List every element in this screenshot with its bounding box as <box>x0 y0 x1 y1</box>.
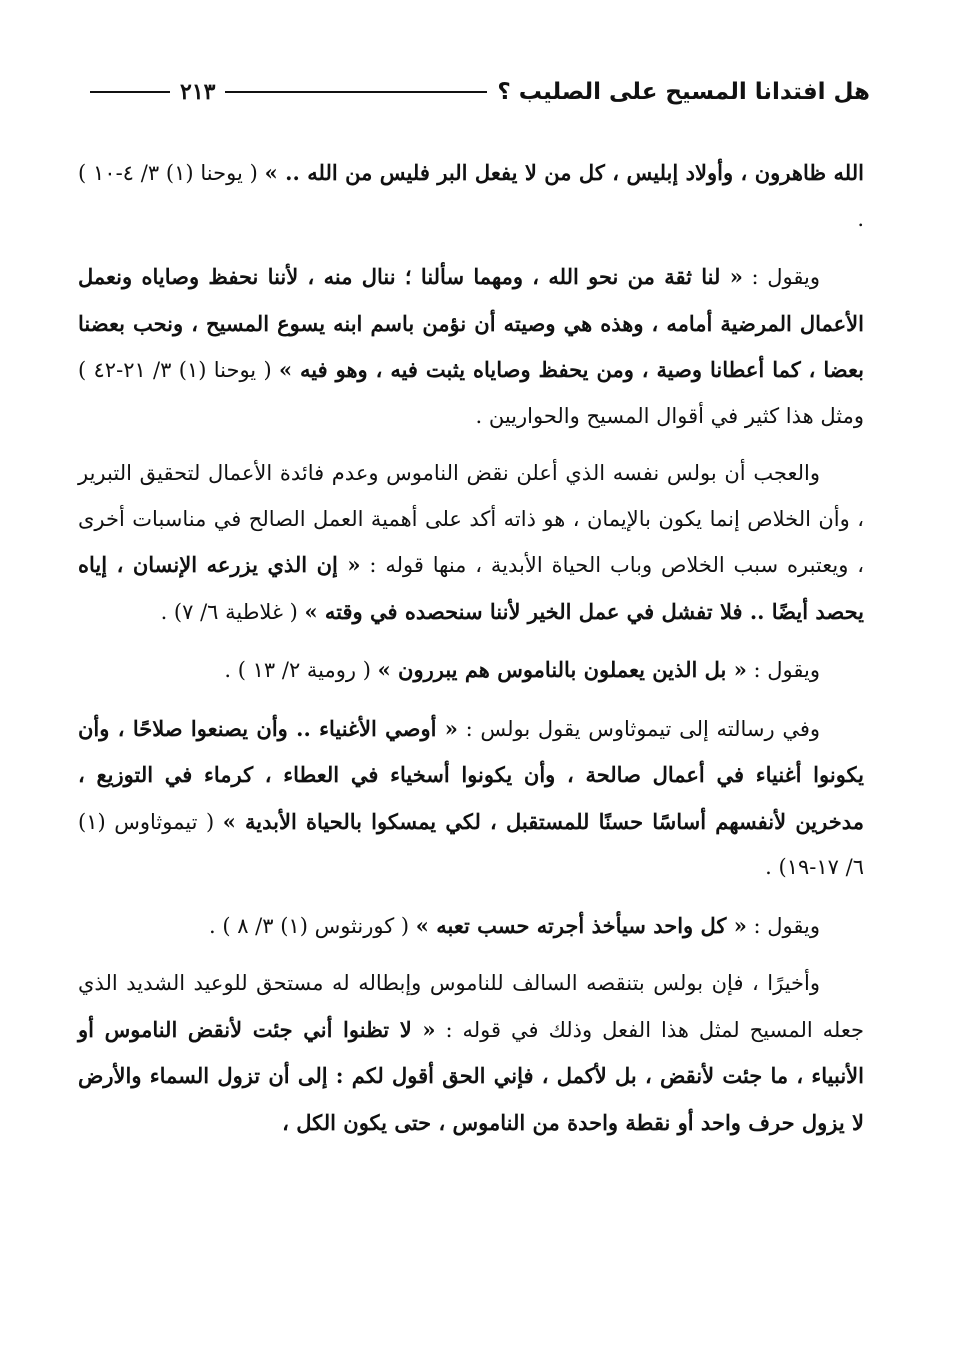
page-number: ٢١٣ <box>180 79 216 105</box>
paragraph <box>78 451 864 635</box>
intro-text: ويقول : <box>742 265 820 289</box>
citation: ( يوحنا (١) ٣/ ٤-١٠ ) . <box>78 161 864 231</box>
paragraph <box>78 647 864 694</box>
quote-text: « لنا ثقة من نحو الله ، ومهما سألنا ؛ ننال منه ، لأننا نحفظ وصاياه ونعمل الأعمال المرضية أمامه ، وهذه هي وصيته أن نؤمن باسم ابنه يسوع المسيح ، ونحب بعضنا بعضا ، كما أعطانا وصية ، ومن يحفظ وصاياه يثبت فيه ، وهو فيه » <box>78 264 864 382</box>
paragraph <box>78 903 864 950</box>
intro-text: وفي رسالته إلى تيموثاوس يقول بولس : <box>457 716 820 741</box>
intro-text: ويقول : <box>746 658 820 682</box>
quote-text: « لا تظنوا أني جئت لأنقض الناموس أو الأنبياء ، ما جئت لأنقض ، بل لأكمل ، فإني الحق أقول لكم : إلى أن تزول السماء والأرض لا يزول حرف واحد أو نقطة واحدة من الناموس ، حتى يكون الكل ، <box>78 1016 864 1135</box>
citation: ( كورنثوس (١) ٣/ ٨ ) . <box>209 913 416 938</box>
paragraph <box>78 254 864 439</box>
page-body <box>78 150 864 1158</box>
paragraph <box>78 706 864 891</box>
header-rule-end <box>90 91 170 93</box>
citation: ( تيموثاوس (١) ٦/ ١٧-١٩) . <box>78 809 864 879</box>
body-text: وأخيرًا ، فإن بولس بتنقصه السالف للناموس وإبطاله له مستحق للوعيد الشديد الذي جعله المسيح لمثل هذا الفعل وذلك في قوله : <box>78 971 864 1042</box>
paragraph <box>78 150 864 242</box>
quote-text: « إن الذي يزرعه الإنسان ، إياه يحصد أيضًا .. فلا تفشل في عمل الخير لأننا سنحصده في وقته » <box>78 552 864 624</box>
quote-text: « أوصي الأغنياء .. وأن يصنعوا صلاحًا ، وأن يكونوا أغنياء في أعمال صالحة ، وأن يكونوا أسخياء في العطاء ، كرماء في التوزيع ، مدخرين لأنفسهم أساسًا حسنًا للمستقبل ، لكي يمسكوا بالحياة الأبدية » <box>78 715 864 834</box>
citation: ( رومية ٢/ ١٣ ) . <box>224 658 378 682</box>
citation: ( يوحنا (١) ٣/ ٢١-٤٢ ) ومثل هذا كثير في أقوال المسيح والحواريين . <box>78 358 864 428</box>
running-title: هل افتدانا المسيح على الصليب ؟ <box>497 79 870 105</box>
quote-text: الله ظاهرون ، وأولاد إبليس ، كل من لا يفعل البر فليس من الله .. » <box>264 160 864 185</box>
paragraph <box>78 961 864 1146</box>
body-text: والعجب أن بولس نفسه الذي أعلن نقض الناموس وعدم فائدة الأعمال لتحقيق التبرير ، وأن الخلاص إنما يكون بالإيمان ، هو ذاته أكد على أهمية العمل الصالح في مناسبات أخرى ، ويعتبره سبب الخلاص وباب الحياة الأبدية ، منها قوله : <box>78 461 865 577</box>
running-header <box>90 72 870 112</box>
intro-text: ويقول : <box>746 913 820 938</box>
citation: ( غلاطية ٦/ ٧) . <box>160 599 305 624</box>
quote-text: « كل واحد سيأخذ أجرته حسب تعبه » <box>415 912 747 938</box>
header-rule <box>225 91 487 93</box>
quote-text: « بل الذين يعملون بالناموس هم يبررون » <box>377 657 747 682</box>
